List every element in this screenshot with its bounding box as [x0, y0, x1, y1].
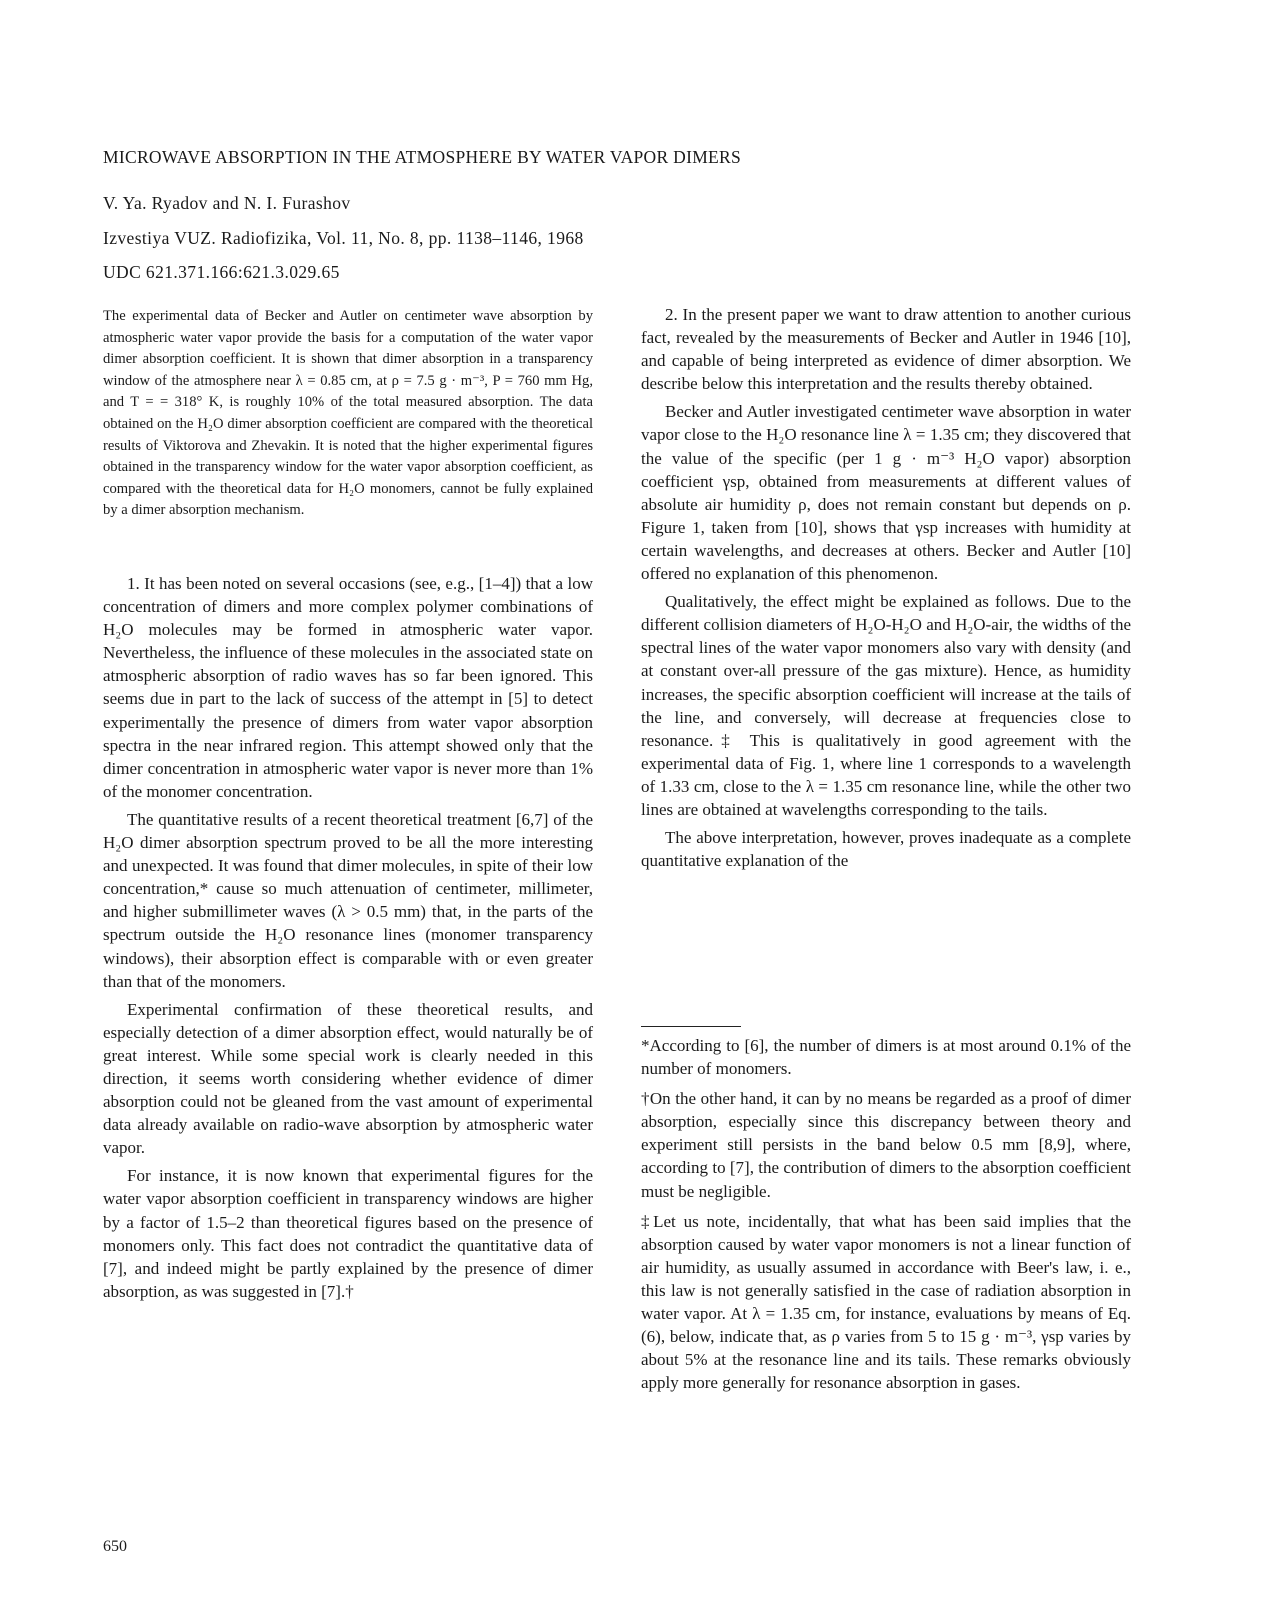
- footnotes: [641, 1034, 1131, 1401]
- footnote-divider: [641, 1026, 741, 1027]
- paper-title: MICROWAVE ABSORPTION IN THE ATMOSPHERE BY WATER VAPOR DIMERS: [103, 147, 742, 167]
- paragraph: 1. It has been noted on several occasions (see, e.g., [1–4]) that a low concentration of dimers and more complex polymer combinations of H₂O molecules may be formed in atmospheric water vapor. Nevertheless, the influence of these molecules in the associated state on atmospheric absorption of radio waves has so far been ignored. This seems due in part to the lack of success of the attempt in [5] to detect experimentally the presence of dimers from water vapor absorption spectra in the near infrared region. This attempt showed only that the dimer concentration in atmospheric water vapor is never more than 1% of the monomer concentration.: [103, 574, 593, 801]
- right-column: [641, 303, 1131, 877]
- udc-code: UDC 621.371.166:621.3.029.65: [103, 262, 340, 282]
- page-number: 650: [103, 1538, 127, 1555]
- paragraph: Becker and Autler investigated centimeter wave absorption in water vapor close to the H₂O resonance line λ = 1.35 cm; they discovered that the value of the specific (per 1 g · m⁻³ H₂O vapor) absorption coefficient γsp, obtained from measurements at different values of absolute air humidity ρ, does not remain constant but depends on ρ. Figure 1, taken from [10], shows that γsp increases with humidity at certain wavelengths, and decreases at others. Becker and Autler [10] offered no explanation of this phenomenon.: [641, 402, 1131, 584]
- paper-authors: V. Ya. Ryadov and N. I. Furashov: [103, 193, 351, 213]
- footnote: *According to [6], the number of dimers is at most around 0.1% of the number of monomers.: [641, 1036, 1131, 1079]
- paragraph: Qualitatively, the effect might be explained as follows. Due to the different collision diameters of H₂O-H₂O and H₂O-air, the widths of the spectral lines of the water vapor monomers also vary with density (and at constant over-all pressure of the gas mixture). Hence, as humidity increases, the specific absorption coefficient will increase at the tails of the line, and conversely, will decrease at frequencies close to resonance.‡ This is qualitatively in good agreement with the experimental data of Fig. 1, where line 1 corresponds to a wavelength of 1.33 cm, close to the λ = 1.35 cm resonance line, while the other two lines are obtained at wavelengths corresponding to the tails.: [641, 592, 1131, 819]
- paragraph: 2. In the present paper we want to draw attention to another curious fact, revealed by the measurements of Becker and Autler in 1946 [10], and capable of being interpreted as evidence of dimer absorption. We describe below this interpretation and the results thereby obtained.: [641, 305, 1131, 394]
- abstract: The experimental data of Becker and Autler on centimeter wave absorption by atmospheric water vapor provide the basis for a computation of the water vapor dimer absorption coefficient. It is shown that dimer absorption in a transparency window of the atmosphere near λ = 0.85 cm, at ρ = 7.5 g · m⁻³, P = 760 mm Hg, and T = = 318° K, is roughly 10% of the total measured absorption. The data obtained on the H₂O dimer absorption coefficient are compared with the theoretical results of Viktorova and Zhevakin. It is noted that the higher experimental figures obtained in the transparency window for the water vapor absorption coefficient, as compared with the theoretical data for H₂O monomers, cannot be fully explained by a dimer absorption mechanism.: [103, 308, 593, 519]
- footnote: †On the other hand, it can by no means be regarded as a proof of dimer absorption, especially since this discrepancy between theory and experiment still persists in the band below 0.5 mm [8,9], where, according to [7], the contribution of dimers to the absorption coefficient must be negligible.: [641, 1089, 1131, 1201]
- paragraph: The quantitative results of a recent theoretical treatment [6,7] of the H₂O dimer absorption spectrum proved to be all the more interesting and unexpected. It was found that dimer molecules, in spite of their low concentration,* cause so much attenuation of centimeter, millimeter, and higher submillimeter waves (λ > 0.5 mm) that, in the parts of the spectrum outside the H₂O resonance lines (monomer transparency windows), their absorption effect is comparable with or even greater than that of the monomers.: [103, 809, 593, 991]
- left-column: [103, 572, 593, 1308]
- journal-citation: Izvestiya VUZ. Radiofizika, Vol. 11, No. 8, pp. 1138–1146, 1968: [103, 228, 584, 248]
- paragraph: Experimental confirmation of these theoretical results, and especially detection of a dimer absorption effect, would naturally be of great interest. While some special work is clearly needed in this direction, it seems worth considering whether evidence of dimer absorption could not be gleaned from the vast amount of experimental data already available on radio-wave absorption by atmospheric water vapor.: [103, 999, 593, 1158]
- paragraph: The above interpretation, however, proves inadequate as a complete quantitative explanation of the: [641, 828, 1131, 871]
- footnote: ‡Let us note, incidentally, that what has been said implies that the absorption caused by water vapor monomers is not a linear function of air humidity, as usually assumed in accordance with Beer's law, i. e., this law is not generally satisfied in the case of radiation absorption in water vapor. At λ = 1.35 cm, for instance, evaluations by means of Eq. (6), below, indicate that, as ρ varies from 5 to 15 g · m⁻³, γsp varies by about 5% at the resonance line and its tails. These remarks obviously apply more generally for resonance absorption in gases.: [641, 1211, 1131, 1393]
- paragraph: For instance, it is now known that experimental figures for the water vapor absorption coefficient in transparency windows are higher by a factor of 1.5–2 than theoretical figures based on the presence of monomers only. This fact does not contradict the quantitative data of [7], and indeed might be partly explained by the presence of dimer absorption, as was suggested in [7].†: [103, 1166, 593, 1301]
